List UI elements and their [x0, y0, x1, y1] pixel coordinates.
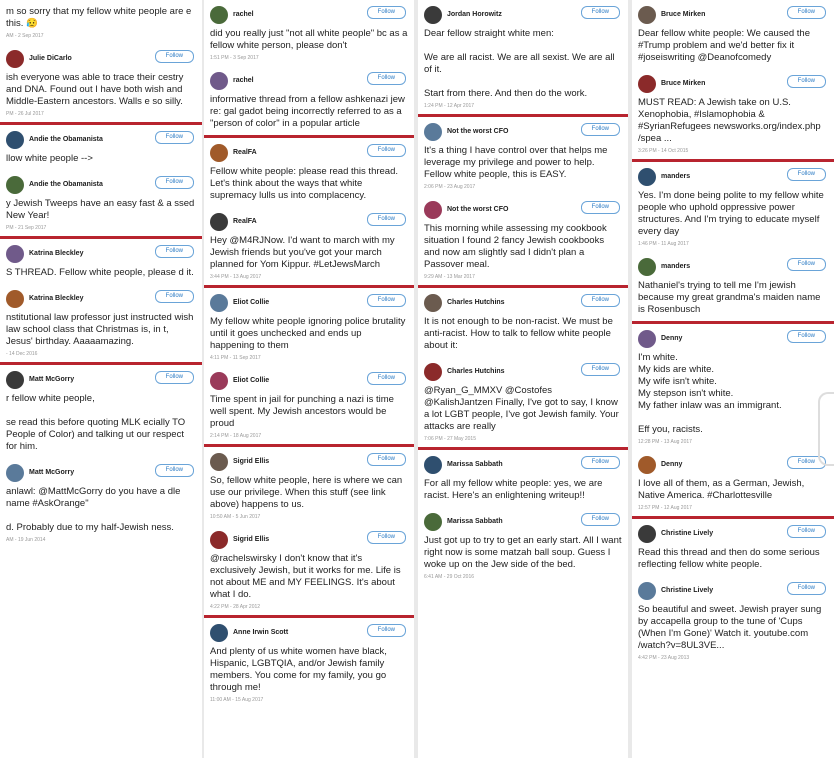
follow-button[interactable]: Follow: [155, 176, 194, 189]
column-1: [0, 0, 202, 758]
follow-button[interactable]: Follow: [787, 258, 826, 271]
tweet-timestamp[interactable]: 2:06 PM - 23 Aug 2017: [424, 184, 476, 190]
avatar[interactable]: [424, 294, 442, 312]
avatar[interactable]: [424, 456, 442, 474]
follow-button[interactable]: Follow: [787, 330, 826, 343]
scribble-mark: [818, 392, 834, 466]
avatar[interactable]: [638, 456, 656, 474]
follow-button[interactable]: Follow: [367, 624, 406, 637]
follow-button[interactable]: Follow: [367, 6, 406, 19]
tweet-text: My fellow white people ignoring police brutality until it goes unchecked and ends up happening to them: [210, 316, 406, 351]
tweet-card: [632, 519, 834, 576]
tweet-card: [204, 618, 414, 708]
avatar[interactable]: [6, 245, 24, 263]
author-name[interactable]: Matt McGorry: [29, 469, 75, 476]
tweet-card: [204, 138, 414, 207]
author-name[interactable]: Andie the Obamanista: [29, 181, 103, 188]
tweet-card: [632, 162, 834, 252]
tweet-text: I'm white. My kids are white. My wife isn't white. My stepson isn't white. My father inlaw was an immigrant. Eff you, racists.: [638, 352, 782, 435]
tweet-text: So, fellow white people, here is where we can use our privilege. When this stuff (see link above) happens to us.: [210, 475, 403, 510]
avatar[interactable]: [6, 176, 24, 194]
follow-button[interactable]: Follow: [787, 168, 826, 181]
tweet-card: [418, 0, 628, 117]
follow-button[interactable]: Follow: [581, 201, 620, 214]
author-name[interactable]: Eliot Collie: [233, 377, 270, 384]
author-name[interactable]: Marissa Sabbath: [447, 518, 503, 525]
avatar[interactable]: [210, 144, 228, 162]
tweet-card: [418, 507, 628, 585]
tweet-text: Dear fellow straight white men: We are all racist. We are all sexist. We are all of it. Start from there. And then do the work.: [424, 28, 615, 99]
tweet-timestamp[interactable]: PM - 21 Sep 2017: [6, 225, 47, 231]
follow-button[interactable]: Follow: [581, 6, 620, 19]
tweet-card: [0, 284, 202, 365]
tweet-text: Dear fellow white people: We caused the #Trump problem and we'd better fix it #joseiswriting @Deanofcomedy: [638, 28, 810, 63]
tweet-text: S THREAD. Fellow white people, please d it.: [6, 267, 194, 278]
tweet-timestamp[interactable]: 6:41 AM - 29 Oct 2016: [424, 574, 475, 580]
tweet-card: [0, 0, 202, 44]
follow-button[interactable]: Follow: [155, 464, 194, 477]
tweet-timestamp[interactable]: 1:24 PM - 12 Apr 2017: [424, 103, 475, 109]
tweet-text: Hey @M4RJNow. I'd want to march with my Jewish friends but you've got your march planned for Yom Kippur. #LetJewsMarch: [210, 235, 395, 270]
author-name[interactable]: Sigrid Ellis: [233, 458, 270, 465]
avatar[interactable]: [424, 513, 442, 531]
tweet-timestamp[interactable]: 1:46 PM - 11 Aug 2017: [638, 241, 689, 247]
tweet-text: MUST READ: A Jewish take on U.S. Xenophobia, #Islamophobia & #SyrianRefugees newsworks.org/index.php /spea ...: [638, 97, 821, 144]
tweet-card: [632, 69, 834, 162]
tweet-card: [204, 525, 414, 618]
author-name[interactable]: manders: [661, 263, 691, 270]
tweet-card: [632, 450, 834, 519]
tweet-card: [418, 288, 628, 357]
follow-button[interactable]: Follow: [581, 123, 620, 136]
author-name[interactable]: Bruce Mirken: [661, 11, 706, 18]
tweet-card: [204, 66, 414, 138]
author-name[interactable]: Anne Irwin Scott: [233, 629, 289, 636]
avatar[interactable]: [210, 624, 228, 642]
tweet-text: Yes. I'm done being polite to my fellow white people who uphold oppressive power structures. And I'm trying to educate myself every day: [638, 190, 824, 237]
follow-button[interactable]: Follow: [367, 453, 406, 466]
author-name[interactable]: Denny: [661, 461, 683, 468]
tweet-text: Read this thread and then do some serious reflecting fellow white people.: [638, 547, 820, 570]
tweet-card: [0, 170, 202, 239]
avatar[interactable]: [210, 531, 228, 549]
tweet-text: I love all of them, as a German, Jewish, Native America. #Charlottesville: [638, 478, 805, 501]
column-4: [632, 0, 834, 758]
author-name[interactable]: Julie DiCarlo: [29, 55, 72, 62]
tweet-timestamp[interactable]: 12:57 PM - 12 Aug 2017: [638, 505, 692, 511]
tweet-card: [204, 207, 414, 288]
follow-button[interactable]: Follow: [367, 372, 406, 385]
tweet-text: So beautiful and sweet. Jewish prayer sung by accapella group to the tune of 'Cups (When I'm Gone)' Watch it. youtube.com /watch?v=8UL3VE...: [638, 604, 822, 651]
tweet-card: [0, 239, 202, 284]
tweet-timestamp[interactable]: 3:26 PM - 14 Oct 2015: [638, 148, 689, 154]
avatar[interactable]: [6, 290, 24, 308]
author-name[interactable]: Eliot Collie: [233, 299, 270, 306]
tweet-timestamp[interactable]: 2:14 PM - 18 Aug 2017: [210, 433, 262, 439]
tweet-text: nstitutional law professor just instructed wish law school class that Christmas is, in t, Jesus' birthday. Aaaaamazing.: [6, 312, 194, 347]
tweet-text: This morning while assessing my cookbook situation I found 2 fancy Jewish cookbooks and now am slightly sad I didn't plan a Passover meal.: [424, 223, 607, 270]
tweet-timestamp[interactable]: 12:28 PM - 13 Aug 2017: [638, 439, 692, 445]
author-name[interactable]: Denny: [661, 335, 683, 342]
author-name[interactable]: Sigrid Ellis: [233, 536, 270, 543]
avatar[interactable]: [6, 131, 24, 149]
tweet-timestamp[interactable]: 9:29 AM - 13 Mar 2017: [424, 274, 475, 280]
tweet-card: [0, 44, 202, 125]
author-name[interactable]: Not the worst CFO: [447, 128, 509, 135]
avatar[interactable]: [638, 75, 656, 93]
tweet-timestamp[interactable]: 1:51 PM - 3 Sep 2017: [210, 55, 259, 61]
author-name[interactable]: Marissa Sabbath: [447, 461, 503, 468]
tweet-text: And plenty of us white women have black, Hispanic, LGBTQIA, and/or Jewish family members. You come for my family, you go through me!: [210, 646, 387, 693]
avatar[interactable]: [638, 168, 656, 186]
avatar[interactable]: [6, 50, 24, 68]
follow-button[interactable]: Follow: [581, 513, 620, 526]
follow-button[interactable]: Follow: [155, 371, 194, 384]
avatar[interactable]: [6, 464, 24, 482]
tweet-timestamp[interactable]: 7:06 PM - 27 May 2015: [424, 436, 476, 442]
tweet-card: [0, 365, 202, 458]
avatar[interactable]: [210, 213, 228, 231]
avatar[interactable]: [638, 525, 656, 543]
tweet-text: llow white people -->: [6, 153, 93, 164]
author-name[interactable]: Matt McGorry: [29, 376, 75, 383]
tweet-timestamp[interactable]: 4:42 PM - 23 Aug 2013: [638, 655, 690, 661]
follow-button[interactable]: Follow: [367, 531, 406, 544]
author-name[interactable]: manders: [661, 173, 691, 180]
author-name[interactable]: Katrina Bleckley: [29, 250, 84, 257]
follow-button[interactable]: Follow: [581, 456, 620, 469]
tweet-card: [0, 125, 202, 170]
tweet-timestamp[interactable]: PM - 26 Jul 2017: [6, 111, 44, 117]
author-name[interactable]: Bruce Mirken: [661, 80, 706, 87]
tweet-card: [632, 324, 834, 450]
author-name[interactable]: Not the worst CFO: [447, 206, 509, 213]
tweet-timestamp[interactable]: 4:11 PM - 11 Sep 2017: [210, 355, 261, 361]
tweet-text: ish everyone was able to trace their cestry and DNA. Found out I have both wish and Middle-Eastern ancestors. Walls e so silly.: [6, 72, 184, 107]
author-name[interactable]: Charles Hutchins: [447, 368, 505, 375]
avatar[interactable]: [424, 6, 442, 24]
tweet-timestamp[interactable]: AM - 19 Jun 2014: [6, 537, 46, 543]
follow-button[interactable]: Follow: [787, 456, 826, 469]
avatar[interactable]: [210, 372, 228, 390]
tweet-text: Nathaniel's trying to tell me I'm jewish because my great grandma's maiden name is Rosenbusch: [638, 280, 821, 315]
avatar[interactable]: [6, 371, 24, 389]
tweet-text: @Ryan_G_MMXV @Costofes @KalishJantzen Finally, I've got to say, I know a lot LGBT people, I've got Jewish family. Your attacks are really: [424, 385, 619, 432]
avatar[interactable]: [424, 201, 442, 219]
follow-button[interactable]: Follow: [155, 290, 194, 303]
author-name[interactable]: Christine Lively: [661, 587, 714, 594]
tweet-text: Time spent in jail for punching a nazi is time well spent. My Jewish ancestors would be proud: [210, 394, 394, 429]
tweet-card: [632, 252, 834, 324]
author-name[interactable]: Charles Hutchins: [447, 299, 505, 306]
follow-button[interactable]: Follow: [155, 245, 194, 258]
author-name[interactable]: rachel: [233, 77, 254, 84]
column-3: [418, 0, 628, 758]
author-name[interactable]: Jordan Horowitz: [447, 11, 502, 18]
tweet-text: did you really just "not all white people" bc as a fellow white person, please don't: [210, 28, 408, 51]
avatar[interactable]: [638, 330, 656, 348]
tweet-card: [632, 0, 834, 69]
tweet-card: [632, 576, 834, 666]
tweet-card: [418, 450, 628, 507]
tweet-text: Fellow white people: please read this thread. Let's think about the ways that white supremacy lulls us into complacency.: [210, 166, 399, 201]
tweet-timestamp[interactable]: - 14 Dec 2016: [6, 351, 38, 357]
tweet-timestamp[interactable]: 10:50 AM - 5 Jun 2017: [210, 514, 261, 520]
tweet-text: Just got up to try to get an early start. All I want right now is some matzah ball soup. Guess I woke up on the Jew side of the bed.: [424, 535, 622, 570]
follow-button[interactable]: Follow: [367, 144, 406, 157]
avatar[interactable]: [210, 6, 228, 24]
tweet-timestamp[interactable]: 3:44 PM - 13 Aug 2017: [210, 274, 262, 280]
tweet-text: @rachelswirsky I don't know that it's exclusively Jewish, but it works for me. Life is not about ME and MY FEELINGS. It's about what I do.: [210, 553, 401, 600]
tweet-text: It is not enough to be non-racist. We must be anti-racist. How to talk to fellow white people about it:: [424, 316, 613, 351]
avatar[interactable]: [424, 123, 442, 141]
follow-button[interactable]: Follow: [787, 582, 826, 595]
tweet-timestamp[interactable]: 11:00 AM - 15 Aug 2017: [210, 697, 264, 703]
follow-button[interactable]: Follow: [581, 294, 620, 307]
follow-button[interactable]: Follow: [581, 363, 620, 376]
author-name[interactable]: Andie the Obamanista: [29, 136, 103, 143]
tweet-card: [204, 0, 414, 66]
follow-button[interactable]: Follow: [367, 294, 406, 307]
tweet-card: [0, 458, 202, 548]
follow-button[interactable]: Follow: [367, 213, 406, 226]
avatar[interactable]: [210, 294, 228, 312]
tweet-timestamp[interactable]: 4:22 PM - 28 Apr 2012: [210, 604, 261, 610]
tweet-card: [418, 357, 628, 450]
tweet-text: For all my fellow white people: yes, we are racist. Here's an enlightening writeup!!: [424, 478, 603, 501]
follow-button[interactable]: Follow: [155, 131, 194, 144]
avatar[interactable]: [638, 258, 656, 276]
follow-button[interactable]: Follow: [787, 6, 826, 19]
tweet-card: [204, 366, 414, 447]
avatar[interactable]: [210, 72, 228, 90]
tweet-text: anlawl: @MattMcGorry do you have a dle name #AskOrange" d. Probably due to my half-Jewish ness.: [6, 486, 181, 533]
tweet-text: r fellow white people, se read this before quoting MLK ecially TO People of Color) and talking ut our respect for him.: [6, 393, 186, 452]
avatar[interactable]: [638, 6, 656, 24]
tweet-card: [418, 195, 628, 288]
follow-button[interactable]: Follow: [367, 72, 406, 85]
author-name[interactable]: Christine Lively: [661, 530, 714, 537]
author-name[interactable]: rachel: [233, 11, 254, 18]
follow-button[interactable]: Follow: [787, 75, 826, 88]
follow-button[interactable]: Follow: [155, 50, 194, 63]
tweet-card: [204, 447, 414, 525]
tweet-text: y Jewish Tweeps have an easy fast & a ssed New Year!: [6, 198, 195, 221]
tweet-text: It's a thing I have control over that helps me leverage my privilege and power to help. Fellow white people, this is EASY.: [424, 145, 608, 180]
avatar[interactable]: [638, 582, 656, 600]
follow-button[interactable]: Follow: [787, 525, 826, 538]
author-name[interactable]: Katrina Bleckley: [29, 295, 84, 302]
tweet-timestamp[interactable]: AM - 2 Sep 2017: [6, 33, 44, 39]
avatar[interactable]: [210, 453, 228, 471]
author-name[interactable]: RealFA: [233, 149, 257, 156]
column-2: [204, 0, 414, 758]
tweet-text: informative thread from a fellow ashkenazi jew re: gal gadot being incorrectly referred to as a "person of color" in a popular article: [210, 94, 405, 129]
tweet-text: m so sorry that my fellow white people are e this. 😥: [6, 6, 192, 29]
avatar[interactable]: [424, 363, 442, 381]
tweet-card: [418, 117, 628, 195]
author-name[interactable]: RealFA: [233, 218, 257, 225]
tweet-card: [204, 288, 414, 366]
